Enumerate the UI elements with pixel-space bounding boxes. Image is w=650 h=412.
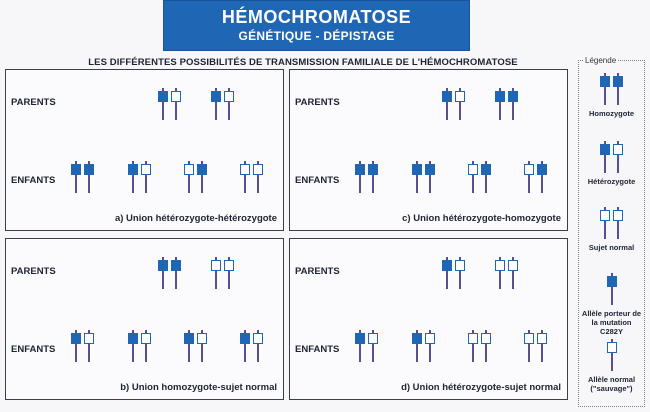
legend-item	[579, 339, 644, 393]
normal-allele-marker	[253, 333, 263, 344]
child-chromosome-pair	[240, 161, 263, 193]
normal-allele-marker	[524, 333, 534, 344]
mutant-allele-marker	[71, 164, 81, 175]
mutant-allele-chromosome	[171, 257, 181, 289]
normal-allele-chromosome	[607, 339, 617, 371]
normal-allele-chromosome	[197, 330, 207, 362]
legend-item-label: Allèle normal ("sauvage")	[587, 375, 636, 393]
parent-chromosome-pair	[495, 88, 518, 120]
normal-allele-marker	[613, 144, 623, 155]
mutant-allele-marker	[211, 91, 221, 102]
mutant-allele-marker	[355, 164, 365, 175]
normal-allele-chromosome	[224, 257, 234, 289]
parent-chromosome-pair	[158, 257, 181, 289]
mutant-allele-marker	[84, 164, 94, 175]
normal-allele-chromosome	[600, 207, 610, 239]
mutant-allele-chromosome	[600, 73, 610, 105]
normal-allele-chromosome	[211, 257, 221, 289]
normal-allele-marker	[613, 210, 623, 221]
transmission-panel	[5, 238, 284, 400]
figure-title: LES DIFFÉRENTES POSSIBILITÉS DE TRANSMISSION FAMILIALE DE L'HÉMOCHROMATOSE	[88, 57, 518, 68]
normal-allele-marker	[84, 333, 94, 344]
normal-allele-marker	[495, 260, 505, 271]
normal-allele-chromosome	[508, 257, 518, 289]
normal-allele-marker	[508, 260, 518, 271]
legend-chromosome-pair	[579, 207, 644, 239]
normal-allele-marker	[253, 164, 263, 175]
legend-box	[578, 56, 645, 407]
parent-chromosome-pair	[158, 88, 181, 120]
child-chromosome-pair	[355, 330, 378, 362]
normal-allele-marker	[537, 333, 547, 344]
panel-caption: d) Union hétérozygote-sujet normal	[401, 382, 561, 393]
legend-item-label: Allèle porteur de la mutation C282Y	[581, 309, 642, 336]
mutant-allele-marker	[442, 260, 452, 271]
child-chromosome-pair	[524, 330, 547, 362]
mutant-allele-marker	[197, 164, 207, 175]
parents-label: PARENTS	[11, 266, 56, 277]
parent-chromosome-pair	[495, 257, 518, 289]
children-label: ENFANTS	[295, 344, 340, 355]
normal-allele-marker	[607, 342, 617, 353]
mutant-allele-chromosome	[197, 161, 207, 193]
mutant-allele-chromosome	[481, 161, 491, 193]
child-chromosome-pair	[71, 330, 94, 362]
child-chromosome-pair	[524, 161, 547, 193]
panel-caption: b) Union homozygote-sujet normal	[120, 382, 277, 393]
mutant-allele-chromosome	[71, 161, 81, 193]
child-chromosome-pair	[412, 330, 435, 362]
normal-allele-marker	[468, 164, 478, 175]
normal-allele-chromosome	[613, 141, 623, 173]
mutant-allele-chromosome	[537, 161, 547, 193]
normal-allele-chromosome	[495, 257, 505, 289]
child-chromosome-pair	[240, 330, 263, 362]
mutant-allele-chromosome	[613, 73, 623, 105]
mutant-allele-marker	[355, 333, 365, 344]
mutant-allele-chromosome	[84, 161, 94, 193]
normal-allele-marker	[481, 333, 491, 344]
mutant-allele-chromosome	[368, 161, 378, 193]
mutant-allele-marker	[537, 164, 547, 175]
child-chromosome-pair	[128, 330, 151, 362]
normal-allele-chromosome	[468, 330, 478, 362]
parent-chromosome-pair	[211, 257, 234, 289]
legend-title: Légende	[585, 56, 617, 65]
mutant-allele-chromosome	[184, 330, 194, 362]
children-label: ENFANTS	[295, 175, 340, 186]
mutant-allele-chromosome	[442, 88, 452, 120]
mutant-allele-chromosome	[412, 330, 422, 362]
mutant-allele-marker	[607, 276, 617, 287]
legend-item-label: Homozygote	[589, 109, 634, 118]
legend-item	[579, 207, 644, 252]
normal-allele-chromosome	[253, 161, 263, 193]
mutant-allele-marker	[158, 260, 168, 271]
legend-item	[579, 73, 644, 118]
normal-allele-chromosome	[524, 330, 534, 362]
child-chromosome-pair	[128, 161, 151, 193]
mutant-allele-chromosome	[607, 273, 617, 305]
page-title: HÉMOCHROMATOSE	[221, 7, 412, 27]
transmission-panel	[5, 69, 284, 231]
normal-allele-marker	[425, 333, 435, 344]
normal-allele-chromosome	[224, 88, 234, 120]
normal-allele-chromosome	[425, 330, 435, 362]
mutant-allele-chromosome	[495, 88, 505, 120]
mutant-allele-chromosome	[355, 161, 365, 193]
mutant-allele-marker	[171, 260, 181, 271]
mutant-allele-marker	[600, 76, 610, 87]
normal-allele-chromosome	[84, 330, 94, 362]
mutant-allele-marker	[495, 91, 505, 102]
normal-allele-marker	[524, 164, 534, 175]
mutant-allele-marker	[71, 333, 81, 344]
mutant-allele-chromosome	[442, 257, 452, 289]
normal-allele-marker	[224, 260, 234, 271]
legend-item-label: Hétérozygote	[587, 177, 636, 186]
normal-allele-marker	[368, 333, 378, 344]
legend-chromosome-pair	[579, 339, 644, 371]
parents-label: PARENTS	[295, 97, 340, 108]
child-chromosome-pair	[468, 330, 491, 362]
mutant-allele-chromosome	[425, 161, 435, 193]
mutant-allele-marker	[508, 91, 518, 102]
legend-chromosome-pair	[579, 141, 644, 173]
mutant-allele-marker	[128, 164, 138, 175]
normal-allele-marker	[455, 260, 465, 271]
legend-item	[579, 141, 644, 186]
mutant-allele-marker	[158, 91, 168, 102]
mutant-allele-chromosome	[412, 161, 422, 193]
mutant-allele-chromosome	[71, 330, 81, 362]
title-banner	[163, 0, 470, 51]
mutant-allele-marker	[600, 144, 610, 155]
parents-label: PARENTS	[295, 266, 340, 277]
mutant-allele-marker	[613, 76, 623, 87]
parent-chromosome-pair	[442, 257, 465, 289]
legend-chromosome-pair	[579, 73, 644, 105]
child-chromosome-pair	[184, 161, 207, 193]
legend-chromosome-pair	[579, 273, 644, 305]
child-chromosome-pair	[412, 161, 435, 193]
normal-allele-chromosome	[171, 88, 181, 120]
normal-allele-chromosome	[455, 257, 465, 289]
normal-allele-chromosome	[468, 161, 478, 193]
normal-allele-chromosome	[184, 161, 194, 193]
child-chromosome-pair	[184, 330, 207, 362]
legend-item	[579, 273, 644, 336]
normal-allele-chromosome	[240, 161, 250, 193]
child-chromosome-pair	[468, 161, 491, 193]
child-chromosome-pair	[71, 161, 94, 193]
parent-chromosome-pair	[211, 88, 234, 120]
mutant-allele-marker	[481, 164, 491, 175]
mutant-allele-marker	[412, 333, 422, 344]
mutant-allele-marker	[412, 164, 422, 175]
normal-allele-marker	[211, 260, 221, 271]
parents-label: PARENTS	[11, 97, 56, 108]
mutant-allele-chromosome	[508, 88, 518, 120]
normal-allele-marker	[141, 333, 151, 344]
panel-caption: a) Union hétérozygote-hétérozygote	[114, 213, 277, 224]
transmission-panel	[289, 238, 568, 400]
legend-item-label: Sujet normal	[588, 243, 635, 252]
normal-allele-chromosome	[141, 330, 151, 362]
normal-allele-chromosome	[455, 88, 465, 120]
normal-allele-chromosome	[253, 330, 263, 362]
normal-allele-marker	[171, 91, 181, 102]
normal-allele-marker	[455, 91, 465, 102]
normal-allele-chromosome	[141, 161, 151, 193]
panel-caption: c) Union hétérozygote-homozygote	[402, 213, 561, 224]
normal-allele-chromosome	[368, 330, 378, 362]
mutant-allele-chromosome	[128, 330, 138, 362]
children-label: ENFANTS	[11, 175, 56, 186]
mutant-allele-chromosome	[240, 330, 250, 362]
normal-allele-marker	[600, 210, 610, 221]
normal-allele-marker	[197, 333, 207, 344]
page-subtitle: GÉNÉTIQUE - DÉPISTAGE	[238, 29, 395, 43]
normal-allele-chromosome	[524, 161, 534, 193]
normal-allele-marker	[184, 164, 194, 175]
parent-chromosome-pair	[442, 88, 465, 120]
mutant-allele-chromosome	[600, 141, 610, 173]
normal-allele-chromosome	[537, 330, 547, 362]
normal-allele-marker	[468, 333, 478, 344]
transmission-panel	[289, 69, 568, 231]
mutant-allele-chromosome	[211, 88, 221, 120]
child-chromosome-pair	[355, 161, 378, 193]
mutant-allele-chromosome	[355, 330, 365, 362]
normal-allele-chromosome	[481, 330, 491, 362]
mutant-allele-chromosome	[158, 88, 168, 120]
children-label: ENFANTS	[11, 344, 56, 355]
mutant-allele-marker	[184, 333, 194, 344]
normal-allele-chromosome	[613, 207, 623, 239]
mutant-allele-chromosome	[158, 257, 168, 289]
mutant-allele-marker	[425, 164, 435, 175]
mutant-allele-marker	[240, 333, 250, 344]
mutant-allele-marker	[128, 333, 138, 344]
mutant-allele-marker	[368, 164, 378, 175]
normal-allele-marker	[240, 164, 250, 175]
normal-allele-marker	[141, 164, 151, 175]
mutant-allele-marker	[442, 91, 452, 102]
normal-allele-marker	[224, 91, 234, 102]
mutant-allele-chromosome	[128, 161, 138, 193]
